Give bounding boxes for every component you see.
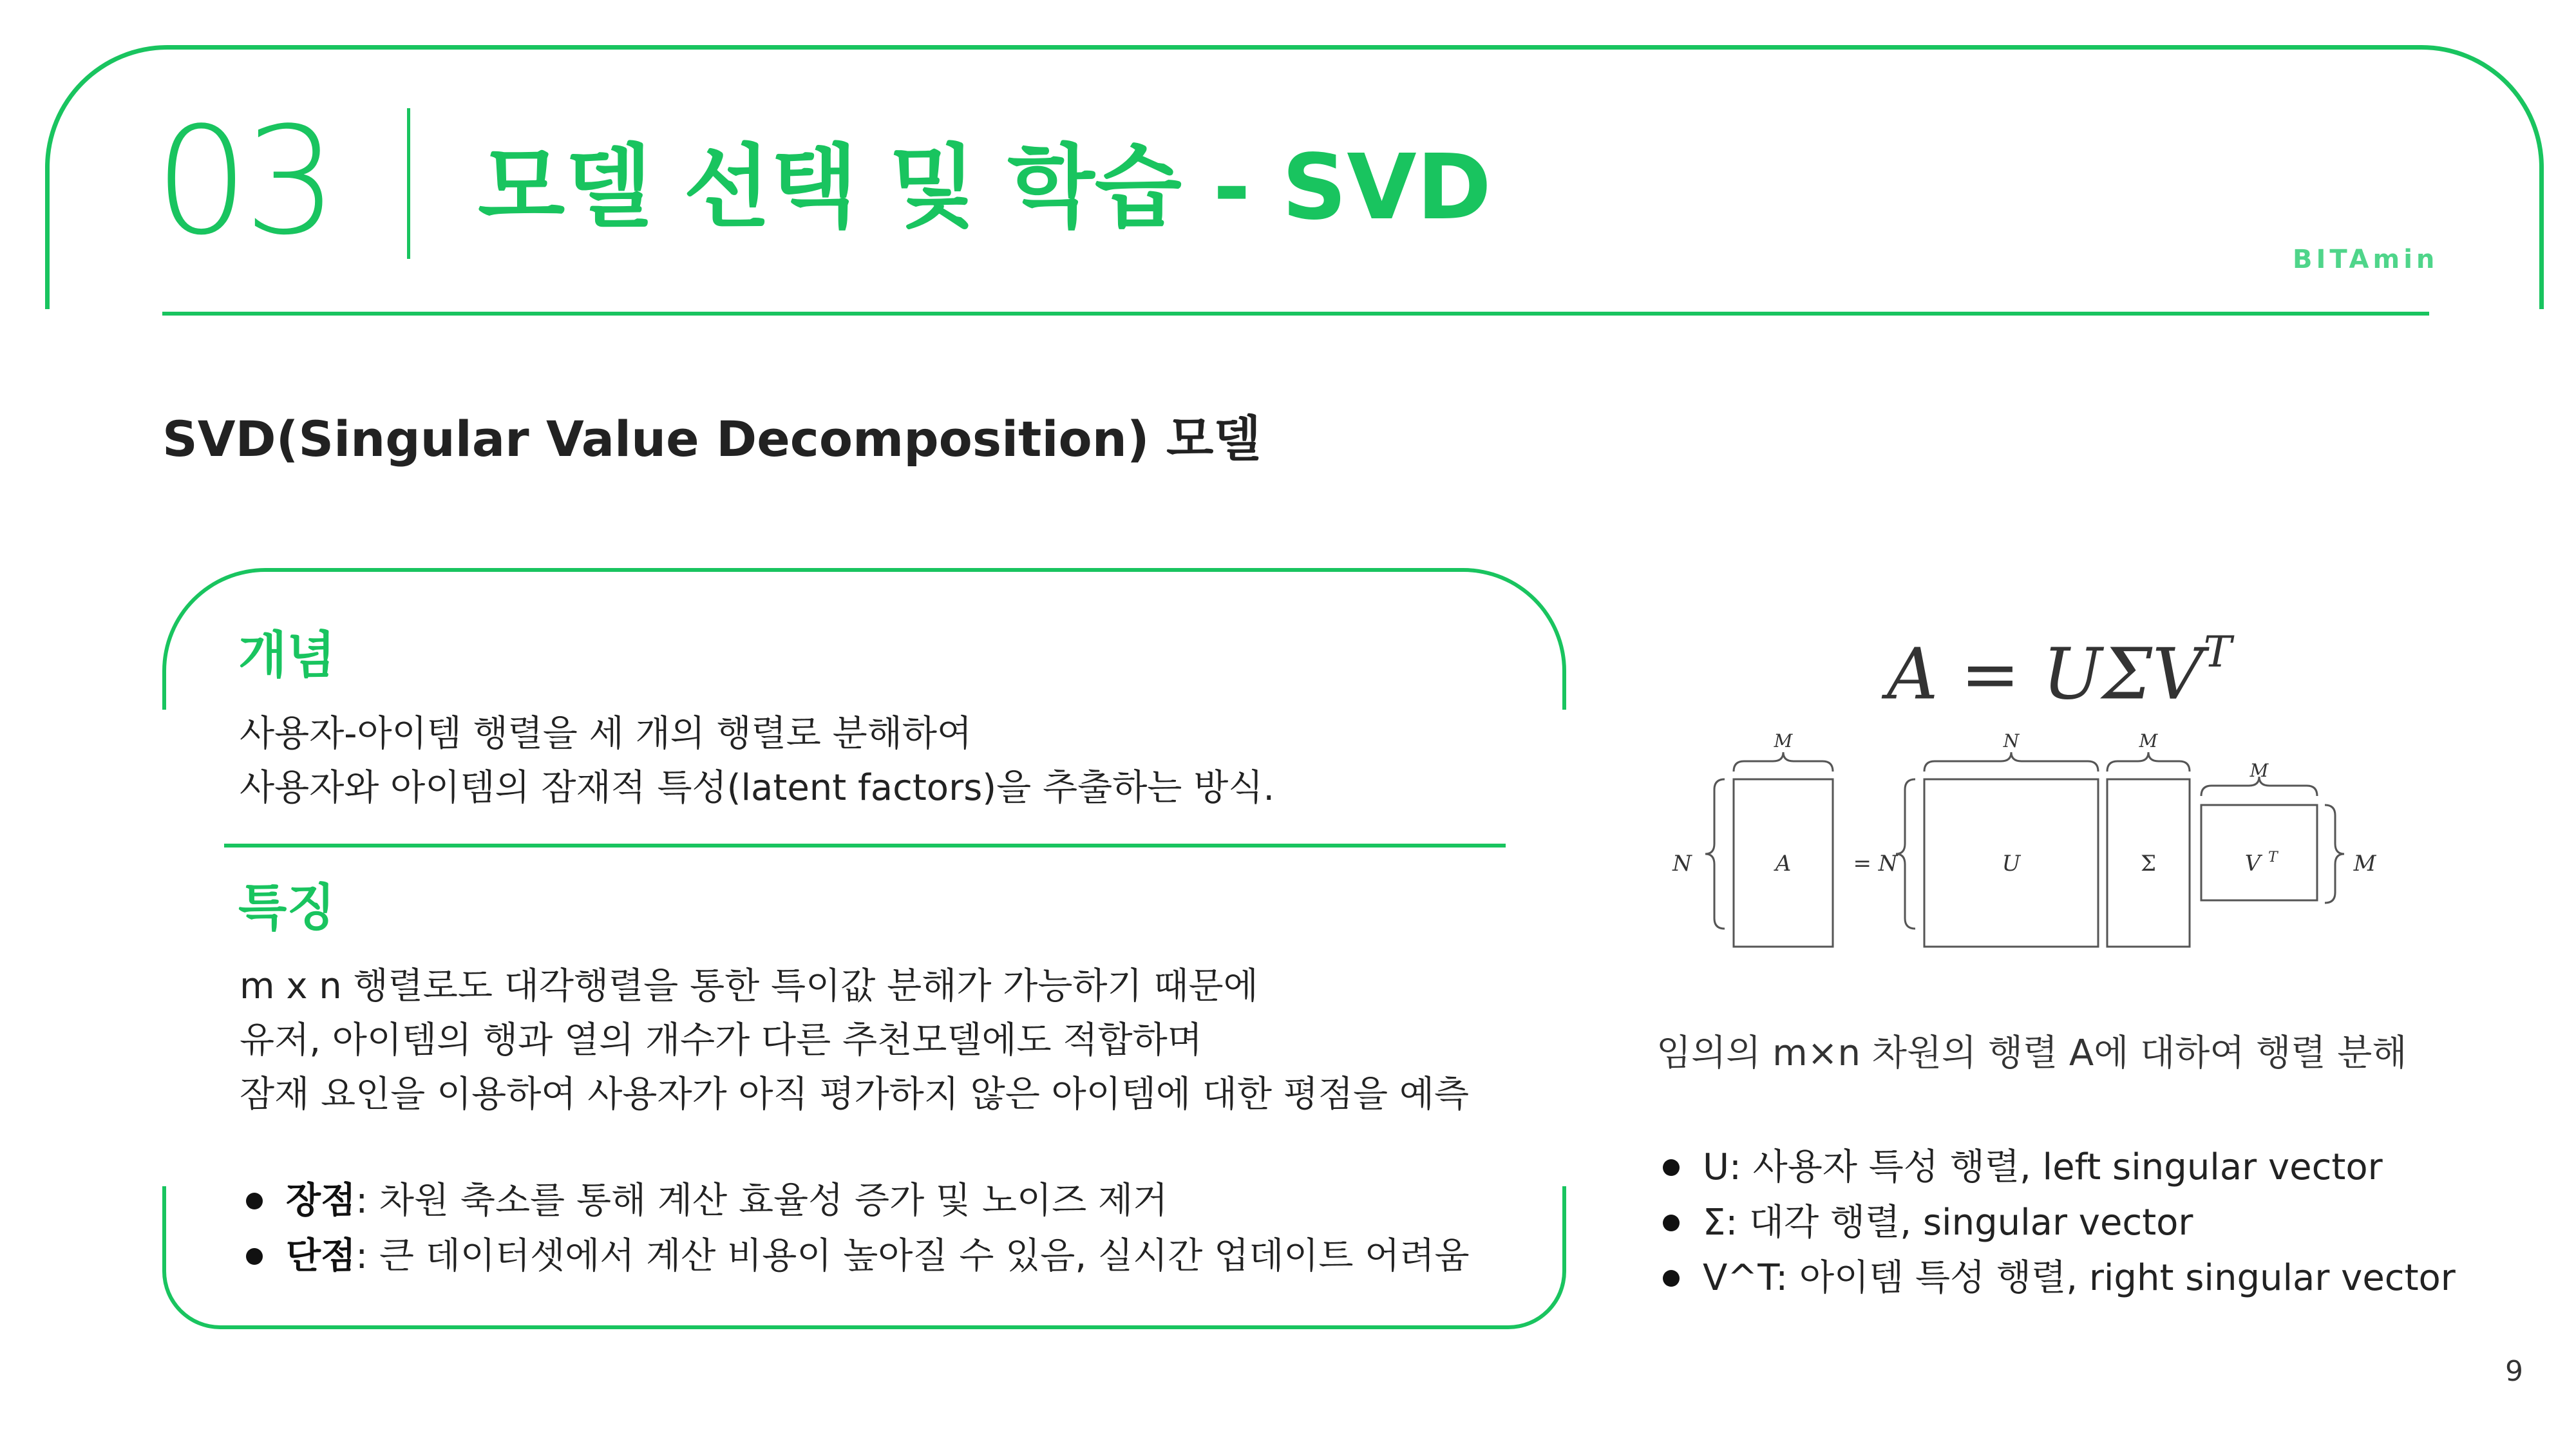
diagram-equals: = N xyxy=(1853,851,1898,876)
svd-description: 임의의 m×n 차원의 행렬 A에 대하여 행렬 분해 xyxy=(1656,1032,2407,1074)
legend-label: V^T xyxy=(1703,1257,1776,1299)
diagram-label-vt: V xyxy=(2244,851,2261,876)
bullet-icon xyxy=(246,1193,263,1209)
diagram-m-top-sigma: M xyxy=(2139,730,2158,752)
features-line: 유저, 아이템의 행과 열의 개수가 다른 추천모델에도 적합하며 xyxy=(240,1019,1202,1061)
features-line: 잠재 요인을 이용하여 사용자가 아직 평가하지 않은 아이템에 대한 평점을 예측 xyxy=(240,1074,1470,1115)
cons-text: : 큰 데이터셋에서 계산 비용이 높아질 수 있음, 실시간 업데이트 어려움 xyxy=(355,1235,1470,1277)
panel-divider xyxy=(224,844,1506,848)
concept-text xyxy=(240,707,1274,815)
legend-text: : 대각 행렬, singular vector xyxy=(1725,1202,2193,1244)
content-panel-top-border xyxy=(162,568,1566,710)
features-line: m x n 행렬로도 대각행렬을 통한 특이값 분해가 가능하기 때문에 xyxy=(240,965,1258,1007)
cons-label: 단점 xyxy=(286,1235,356,1277)
brace-top-u xyxy=(1924,752,2098,772)
header-rule xyxy=(162,312,2429,316)
diagram-m-top-vt: M xyxy=(2249,760,2269,781)
slide-subtitle: SVD(Singular Value Decomposition) 모델 xyxy=(162,410,1261,468)
pros-text: : 차원 축소를 통해 계산 효율성 증가 및 노이즈 제거 xyxy=(355,1180,1168,1222)
bullet-icon xyxy=(1663,1270,1680,1287)
brace-left-a xyxy=(1705,779,1725,929)
legend-text: : 아이템 특성 행렬, right singular vector xyxy=(1776,1257,2456,1299)
legend-item-u xyxy=(1656,1140,2456,1195)
bullet-icon xyxy=(1663,1215,1680,1231)
diagram-n-top-u: N xyxy=(2003,730,2020,752)
bullet-icon xyxy=(246,1248,263,1265)
brace-top-sigma xyxy=(2107,752,2190,772)
pros-label: 장점 xyxy=(286,1180,356,1222)
diagram-label-sigma: Σ xyxy=(2140,851,2157,876)
cons-item xyxy=(240,1229,1470,1284)
diagram-m-right: M xyxy=(2353,851,2376,876)
equation-superscript: T xyxy=(2203,627,2232,677)
diagram-n-left: N xyxy=(1672,851,1692,876)
svd-equation xyxy=(1887,618,2232,716)
concept-line: 사용자와 아이템의 잠재적 특성(latent factors)을 추출하는 방식. xyxy=(240,767,1275,809)
brace-left-u xyxy=(1896,779,1915,929)
brace-top-a xyxy=(1734,752,1833,772)
pros-item xyxy=(240,1173,1470,1229)
legend-item-sigma xyxy=(1656,1195,2456,1251)
features-heading: 특징 xyxy=(238,879,336,937)
brand-logo: BITAmin xyxy=(2293,245,2439,274)
bullet-icon xyxy=(1663,1159,1680,1176)
section-number: 03 xyxy=(155,96,333,268)
page-number: 9 xyxy=(2505,1355,2523,1388)
equation-lhs: A = UΣV xyxy=(1887,632,2204,715)
diagram-label-vt-sup: T xyxy=(2268,849,2278,866)
svd-decomposition-diagram xyxy=(1662,728,2409,960)
features-text xyxy=(240,960,1469,1122)
legend-label: U xyxy=(1703,1146,1729,1188)
svd-legend-list xyxy=(1656,1140,2456,1306)
legend-item-vt xyxy=(1656,1251,2456,1306)
concept-heading: 개념 xyxy=(238,627,336,685)
header-divider xyxy=(407,108,410,259)
page-title: 모델 선택 및 학습 - SVD xyxy=(478,135,1492,240)
diagram-label-u: U xyxy=(2002,851,2021,876)
diagram-label-a: A xyxy=(1775,851,1792,876)
legend-label: Σ xyxy=(1703,1202,1726,1244)
brace-right-vt xyxy=(2325,805,2344,903)
legend-text: : 사용자 특성 행렬, left singular vector xyxy=(1729,1146,2383,1188)
pros-cons-list xyxy=(240,1173,1470,1284)
concept-line: 사용자-아이템 행렬을 세 개의 행렬로 분해하여 xyxy=(240,713,972,755)
diagram-m-top-a: M xyxy=(1774,730,1793,752)
